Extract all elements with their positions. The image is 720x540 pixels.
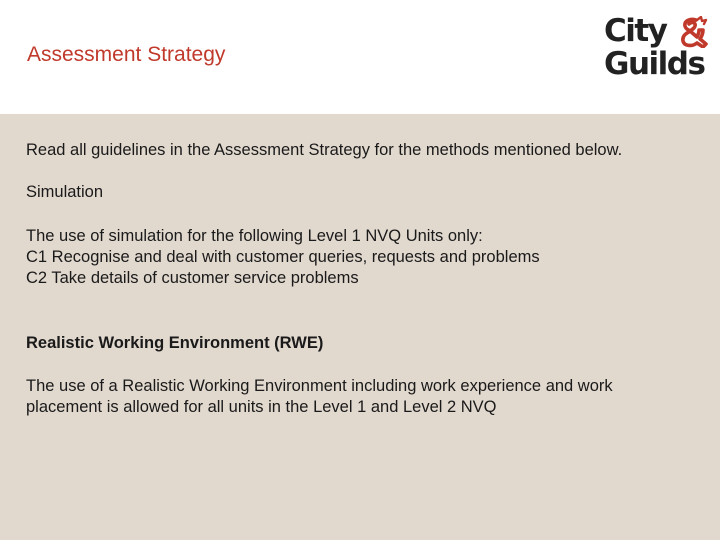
intro-text: Read all guidelines in the Assessment Strategy for the methods mentioned below. [26,141,623,159]
rwe-line: The use of a Realistic Working Environment including work experience and work [26,377,613,395]
rwe-line: placement is allowed for all units in the Level 1 and Level 2 NVQ [26,398,497,416]
rwe-heading: Realistic Working Environment (RWE) [26,334,324,352]
ampersand-lion-icon [674,16,708,48]
logo-text-guilds: Guilds [604,46,705,82]
simulation-line: The use of simulation for the following Level 1 NVQ Units only: [26,227,483,245]
simulation-heading: Simulation [26,183,104,201]
slide-header [0,0,720,114]
logo-text-city: City [604,13,667,49]
simulation-line: C1 Recognise and deal with customer queries, requests and problems [26,248,540,266]
page-title: Assessment Strategy [27,43,226,66]
city-and-guilds-logo [604,14,710,82]
slide-content [0,114,720,540]
simulation-line: C2 Take details of customer service problems [26,269,359,287]
